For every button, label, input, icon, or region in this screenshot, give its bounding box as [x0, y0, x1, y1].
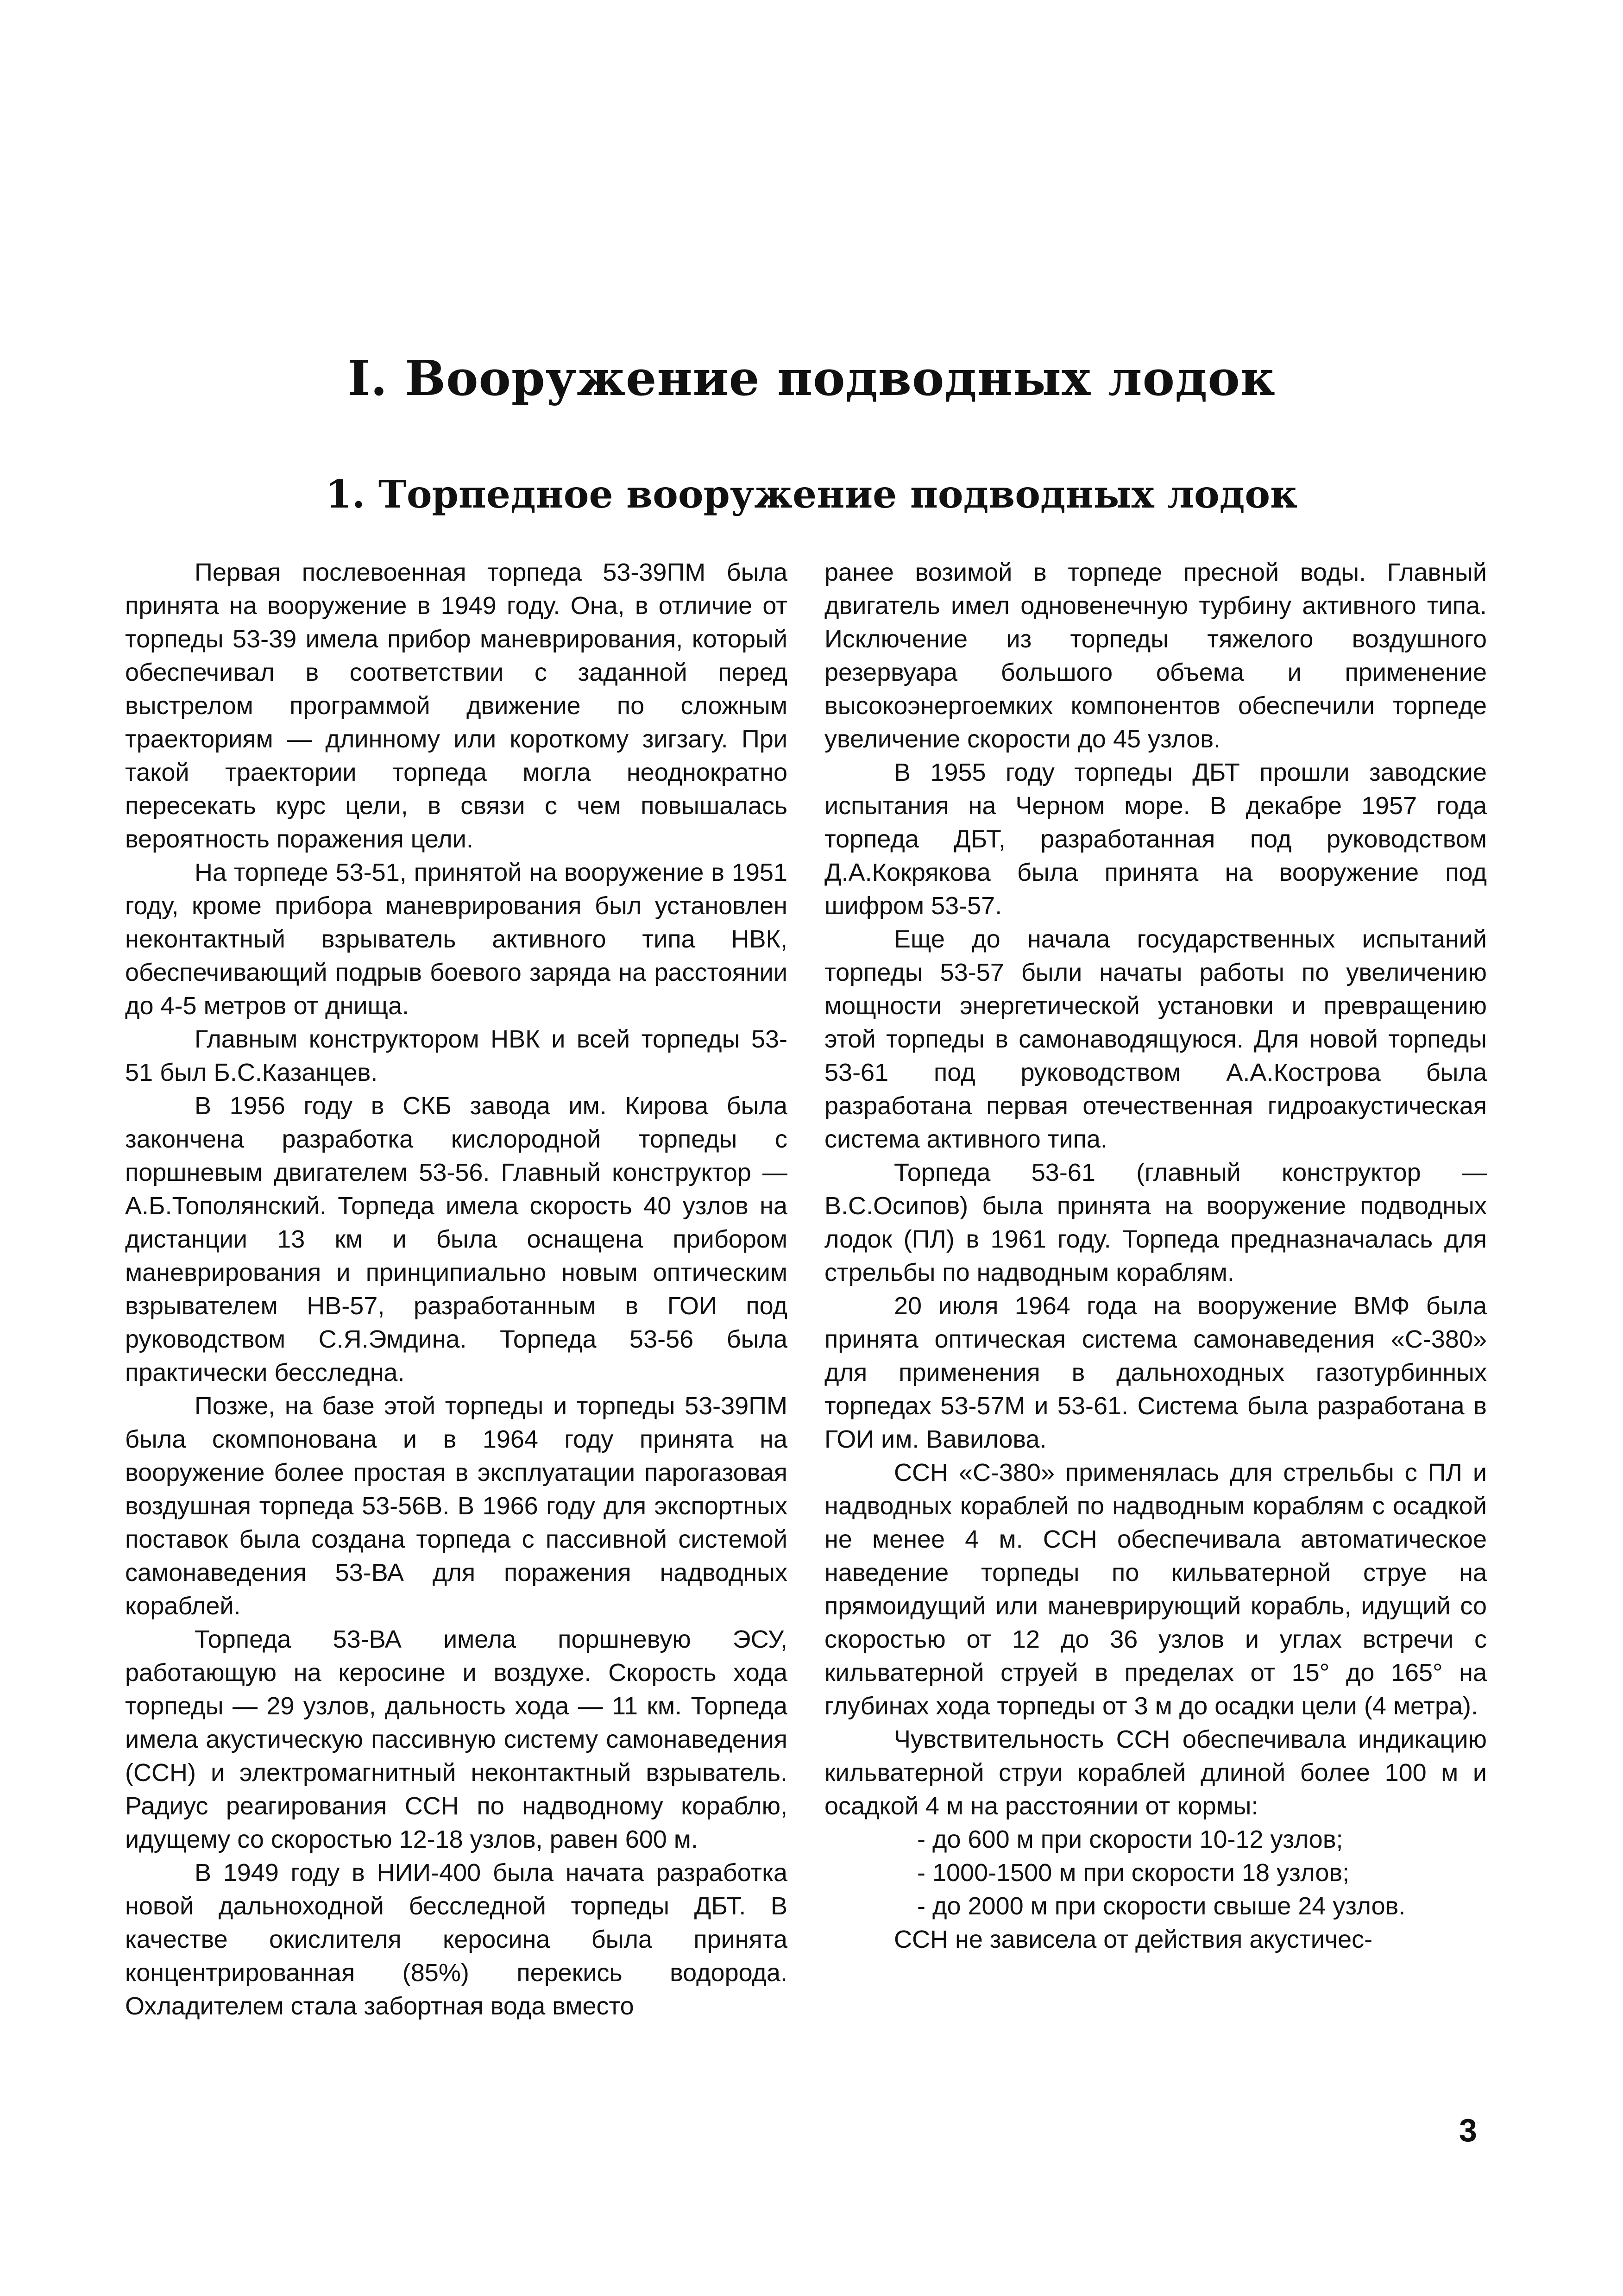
paragraph: Еще до начала государственных испытаний торпеды 53-57 были начаты работы по увеличению мощности энергетической установки и превращению этой торпеды в самонаводящуюся. Для новой торпеды 53-61 под руководством А.А.Кострова была разработана первая отечественная гидроакустическая система активного типа.: [824, 925, 1487, 1153]
right-column: [824, 556, 1487, 1956]
list-item: - до 2000 м при скорости свыше 24 узлов.: [917, 1892, 1406, 1920]
paragraph: ССН не зависела от действия акустичес-: [894, 1926, 1373, 1953]
list-item: - 1000-1500 м при скорости 18 узлов;: [917, 1859, 1350, 1887]
paragraph: В 1956 году в СКБ завода им. Кирова была закончена разработка кислородной торпеды с поршневым двигателем 53-56. Главный конструктор — А.Б.Тополянский. Торпеда имела скорость 40 узлов на дистанции 13 км и была оснащена прибором маневрирования и принципиально новым оптическим взрывателем НВ-57, разработанным в ГОИ под руководством С.Я.Эмдина. Торпеда 53-56 была практически бесследна.: [125, 1092, 787, 1386]
paragraph: В 1955 году торпеды ДБТ прошли заводские испытания на Черном море. В декабре 1957 года торпеда ДБТ, разработанная под руководством Д.А.Кокрякова была принята на вооружение под шифром 53-57.: [824, 759, 1487, 920]
range-list: [824, 1823, 1487, 1923]
paragraph: На торпеде 53-51, принятой на вооружение в 1951 году, кроме прибора маневрирования был установлен неконтактный взрыватель активного типа НВК, обеспечивающий подрыв боевого заряда на расстоянии до 4-5 метров от днища.: [125, 859, 787, 1020]
paragraph: Позже, на базе этой торпеды и торпеды 53-39ПМ была скомпонована и в 1964 году принята на вооружение более простая в эксплуатации парогазовая воздушная торпеда 53-56В. В 1966 году для экспортных поставок была создана торпеда с пассивной системой самонаведения 53-ВА для поражения надводных кораблей.: [125, 1392, 787, 1620]
paragraph: Главным конструктором НВК и всей торпеды 53-51 был Б.С.Казанцев.: [125, 1025, 787, 1086]
left-column: [125, 556, 787, 2023]
paragraph: В 1949 году в НИИ-400 была начата разработка новой дальноходной бесследной торпеды ДБТ. В качестве окислителя керосина была принята концентрированная (85%) перекись водорода. Охладителем стала забортная вода вместо: [125, 1859, 787, 2020]
paragraph: Первая послевоенная торпеда 53-39ПМ была принята на вооружение в 1949 году. Она, в отличие от торпеды 53-39 имела прибор маневрирования, который обеспечивал в соответствии с заданной перед выстрелом программой движение по сложным траекториям — длинному или короткому зигзагу. При такой траектории торпеда могла неоднократно пересекать курс цели, в связи с чем повышалась вероятность поражения цели.: [125, 558, 787, 853]
paragraph: 20 июля 1964 года на вооружение ВМФ была принята оптическая система самонаведения «С-380» для применения в дальноходных газотурбинных торпедах 53-57М и 53-61. Система была разработана в ГОИ им. Вавилова.: [824, 1292, 1487, 1453]
paragraph: ССН «С-380» применялась для стрельбы с ПЛ и надводных кораблей по надводным кораблям с осадкой не менее 4 м. ССН обеспечивала автоматическое наведение торпеды по кильватерной струе на прямоидущий или маневрирующий корабль, идущий со скоростью от 12 до 36 узлов и углах встречи с кильватерной струей в пределах от 15° до 165° на глубинах хода торпеды от 3 м до осадки цели (4 метра).: [824, 1459, 1487, 1720]
paragraph: Торпеда 53-ВА имела поршневую ЭСУ, работающую на керосине и воздухе. Скорость хода торпеды — 29 узлов, дальность хода — 11 км. Торпеда имела акустическую пассивную систему самонаведения (ССН) и электромагнитный неконтактный взрыватель. Радиус реагирования ССН по надводному кораблю, идущему со скоростью 12-18 узлов, равен 600 м.: [125, 1625, 787, 1853]
paragraph-continuation: ранее возимой в торпеде пресной воды. Главный двигатель имел одновенечную турбину активного типа. Исключение из торпеды тяжелого воздушного резервуара большого объема и применение высокоэнергоемких компонентов обеспечили торпеде увеличение скорости до 45 узлов.: [824, 558, 1487, 753]
section-title: 1. Торпедное вооружение подводных лодок: [325, 472, 1298, 517]
paragraph: Чувствительность ССН обеспечивала индикацию кильватерной струи кораблей длиной более 100 м и осадкой 4 м на расстоянии от кормы:: [824, 1725, 1487, 1820]
list-item: - до 600 м при скорости 10-12 узлов;: [917, 1826, 1343, 1853]
paragraph: Торпеда 53-61 (главный конструктор — В.С.Осипов) была принята на вооружение подводных лодок (ПЛ) в 1961 году. Торпеда предназначалась для стрельбы по надводным кораблям.: [824, 1159, 1487, 1286]
chapter-title: I. Вооружение подводных лодок: [347, 350, 1276, 407]
page-number: 3: [1459, 2112, 1477, 2148]
